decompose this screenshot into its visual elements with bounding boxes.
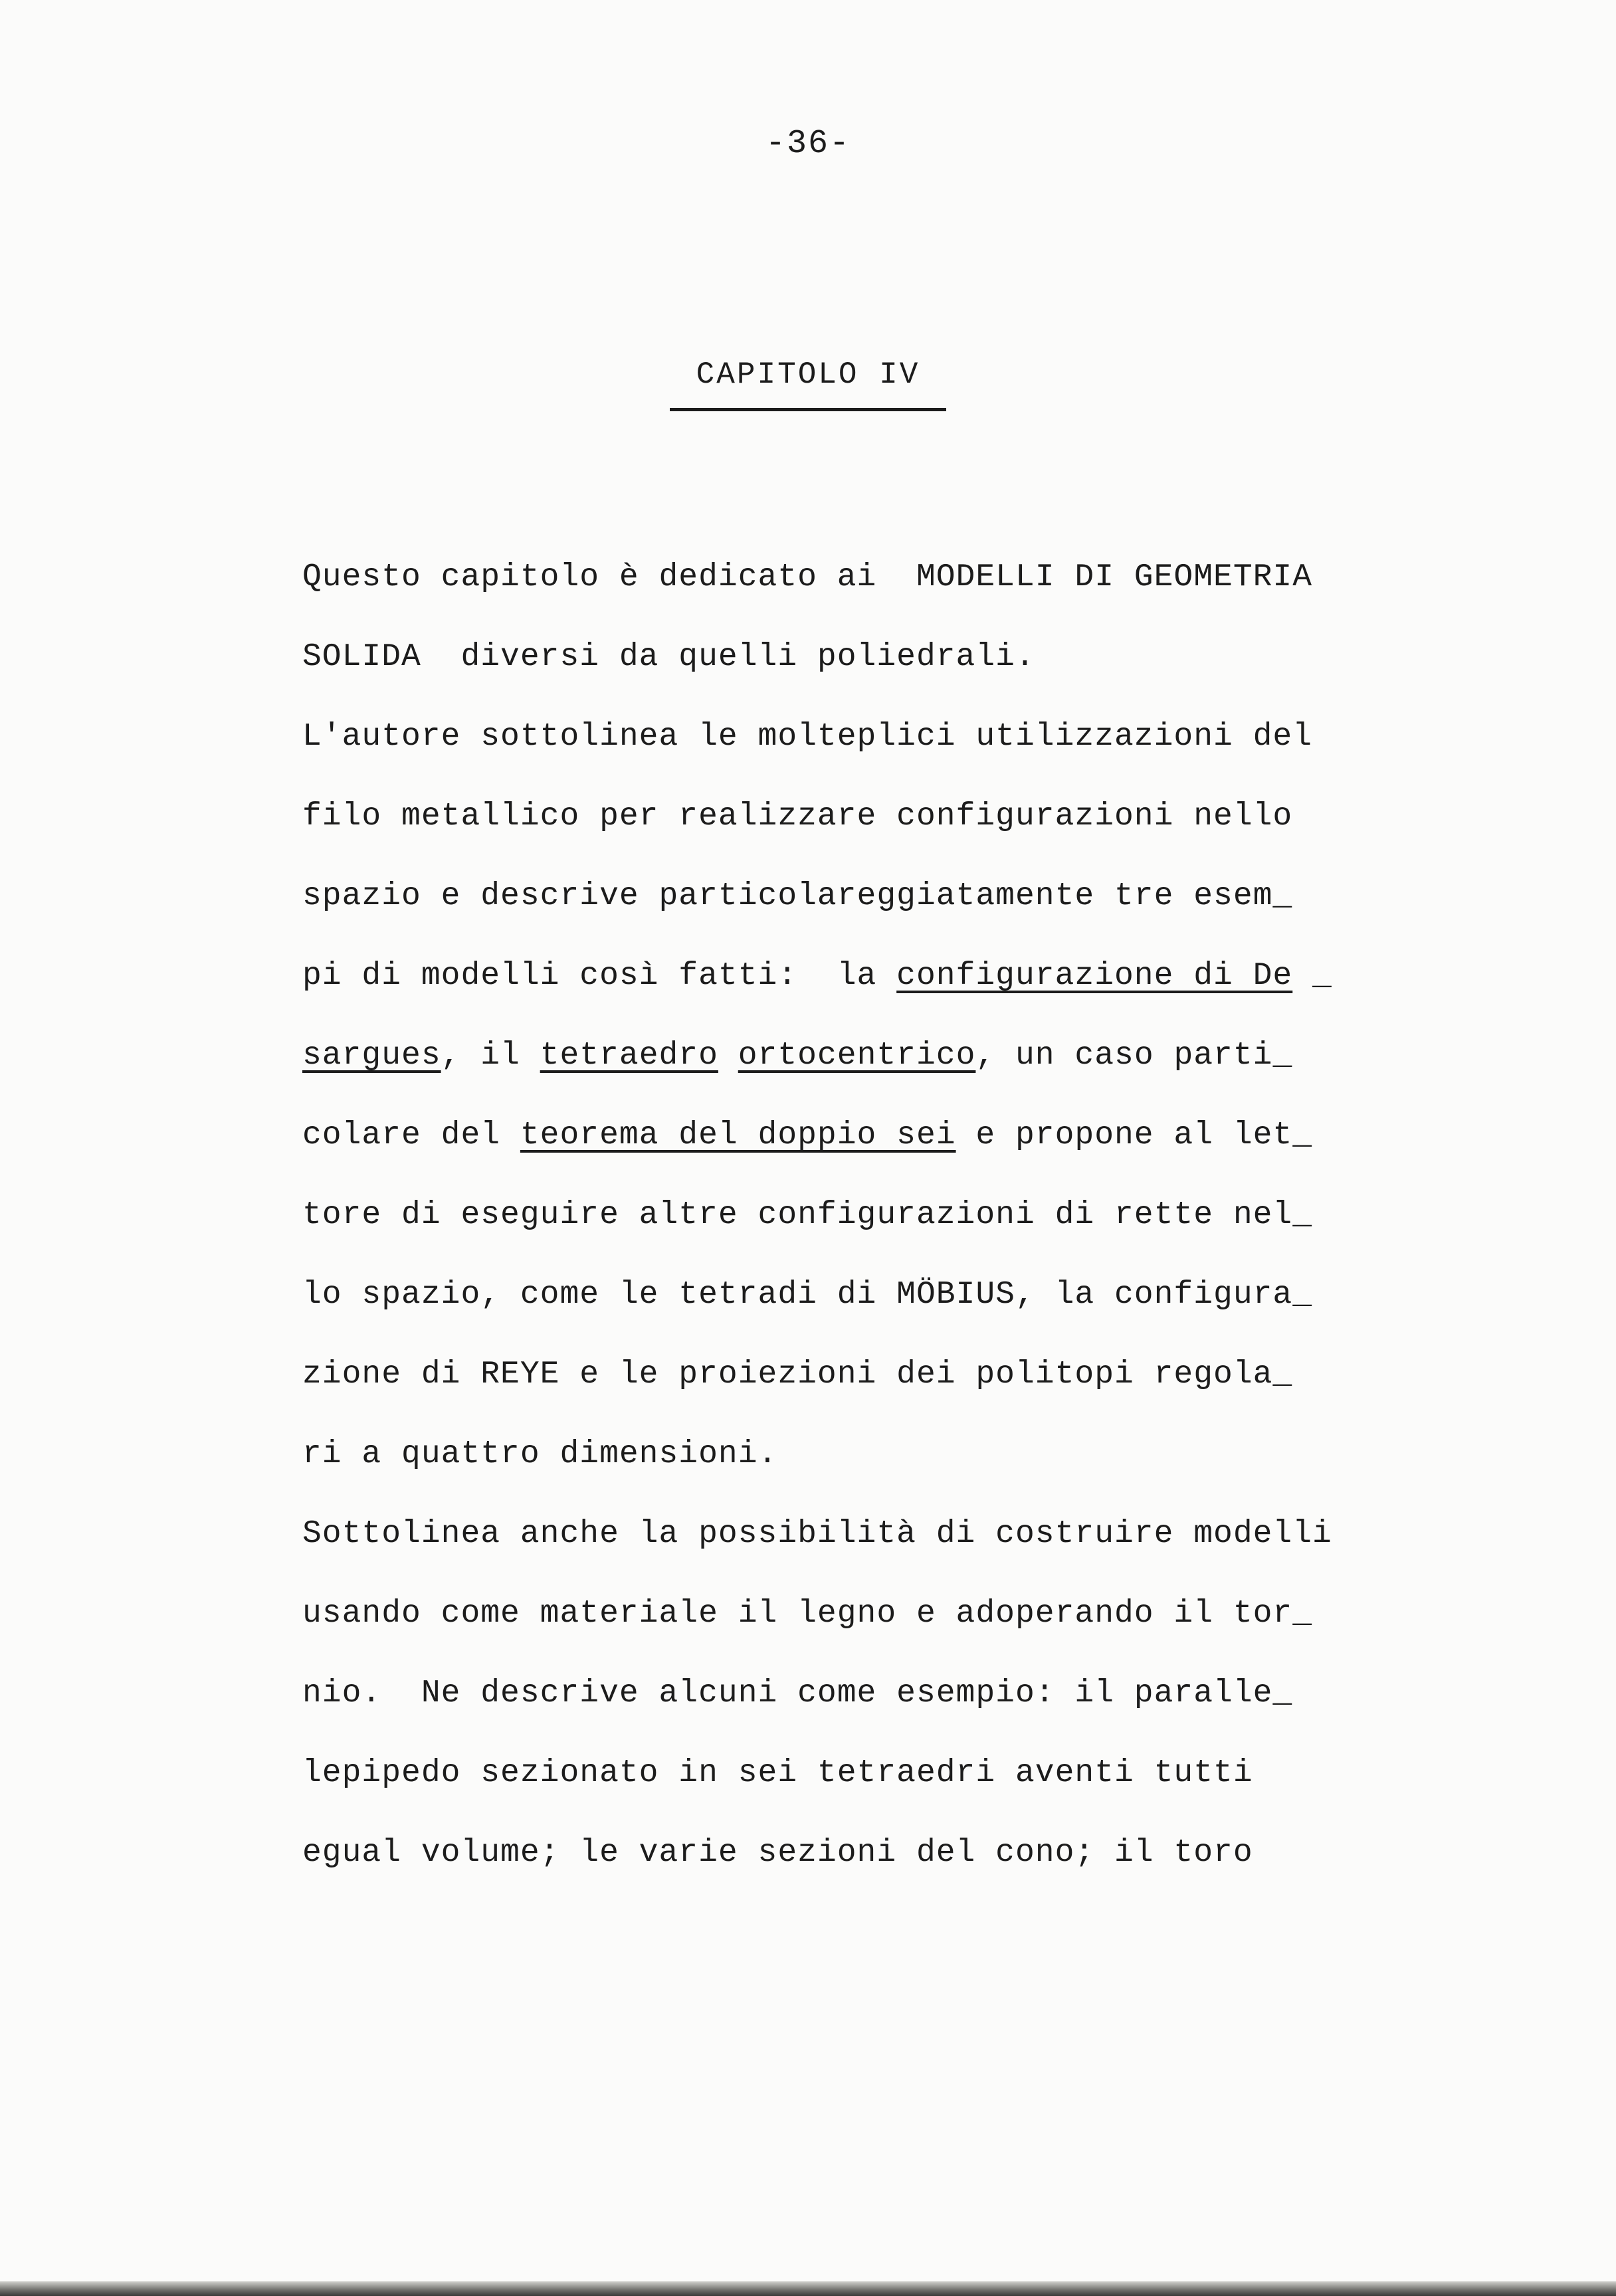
- text-segment: , il: [441, 1038, 540, 1074]
- page-number: -36-: [765, 125, 851, 163]
- text-line: egual volume; le varie sezioni del cono; il toro: [302, 1835, 1253, 1871]
- text-line: Sottolinea anche la possibilità di costruire modelli: [302, 1516, 1332, 1552]
- underlined-term-teorema-doppio-sei: teorema del doppio sei: [520, 1117, 956, 1153]
- underlined-term-desargues: sargues: [302, 1038, 441, 1074]
- text-line: SOLIDA diversi da quelli poliedrali.: [302, 639, 1035, 675]
- underlined-term-tetraedro: tetraedro: [540, 1038, 718, 1074]
- text-segment: [718, 1038, 738, 1074]
- text-line: L'autore sottolinea le molteplici utilizzazioni del: [302, 719, 1313, 755]
- text-line: lepipedo sezionato in sei tetraedri aventi tutti: [302, 1755, 1253, 1791]
- scan-bottom-edge: [0, 2281, 1616, 2296]
- text-line: zione di REYE e le proiezioni dei politopi regola_: [302, 1357, 1293, 1392]
- body-text: [302, 554, 1379, 1909]
- text-segment: e propone al let_: [956, 1117, 1313, 1153]
- text-line: [302, 1032, 1379, 1112]
- text-segment: , un caso parti_: [975, 1038, 1293, 1074]
- text-line: ri a quattro dimensioni.: [302, 1436, 778, 1472]
- text-line: Questo capitolo è dedicato ai MODELLI DI GEOMETRIA: [302, 559, 1313, 595]
- text-line: usando come materiale il legno e adoperando il tor_: [302, 1596, 1313, 1632]
- text-line: nio. Ne descrive alcuni come esempio: il paralle_: [302, 1675, 1293, 1711]
- text-segment: pi di modelli così fatti: la: [302, 958, 897, 994]
- chapter-title: CAPITOLO IV: [670, 357, 947, 411]
- text-line: spazio e descrive particolareggiatamente tre esem_: [302, 878, 1293, 914]
- text-segment: _: [1292, 958, 1332, 994]
- underlined-term-desargues-configuration: configurazione di De: [896, 958, 1293, 994]
- text-segment: colare del: [302, 1117, 520, 1153]
- text-line: lo spazio, come le tetradi di MÖBIUS, la configura_: [302, 1277, 1313, 1313]
- underlined-term-ortocentrico: ortocentrico: [738, 1038, 976, 1074]
- chapter-heading: [0, 357, 1616, 411]
- text-line: [302, 953, 1379, 1032]
- text-line: [302, 1112, 1379, 1192]
- text-line: filo metallico per realizzare configurazioni nello: [302, 799, 1293, 834]
- text-line: tore di eseguire altre configurazioni di rette nel_: [302, 1197, 1313, 1233]
